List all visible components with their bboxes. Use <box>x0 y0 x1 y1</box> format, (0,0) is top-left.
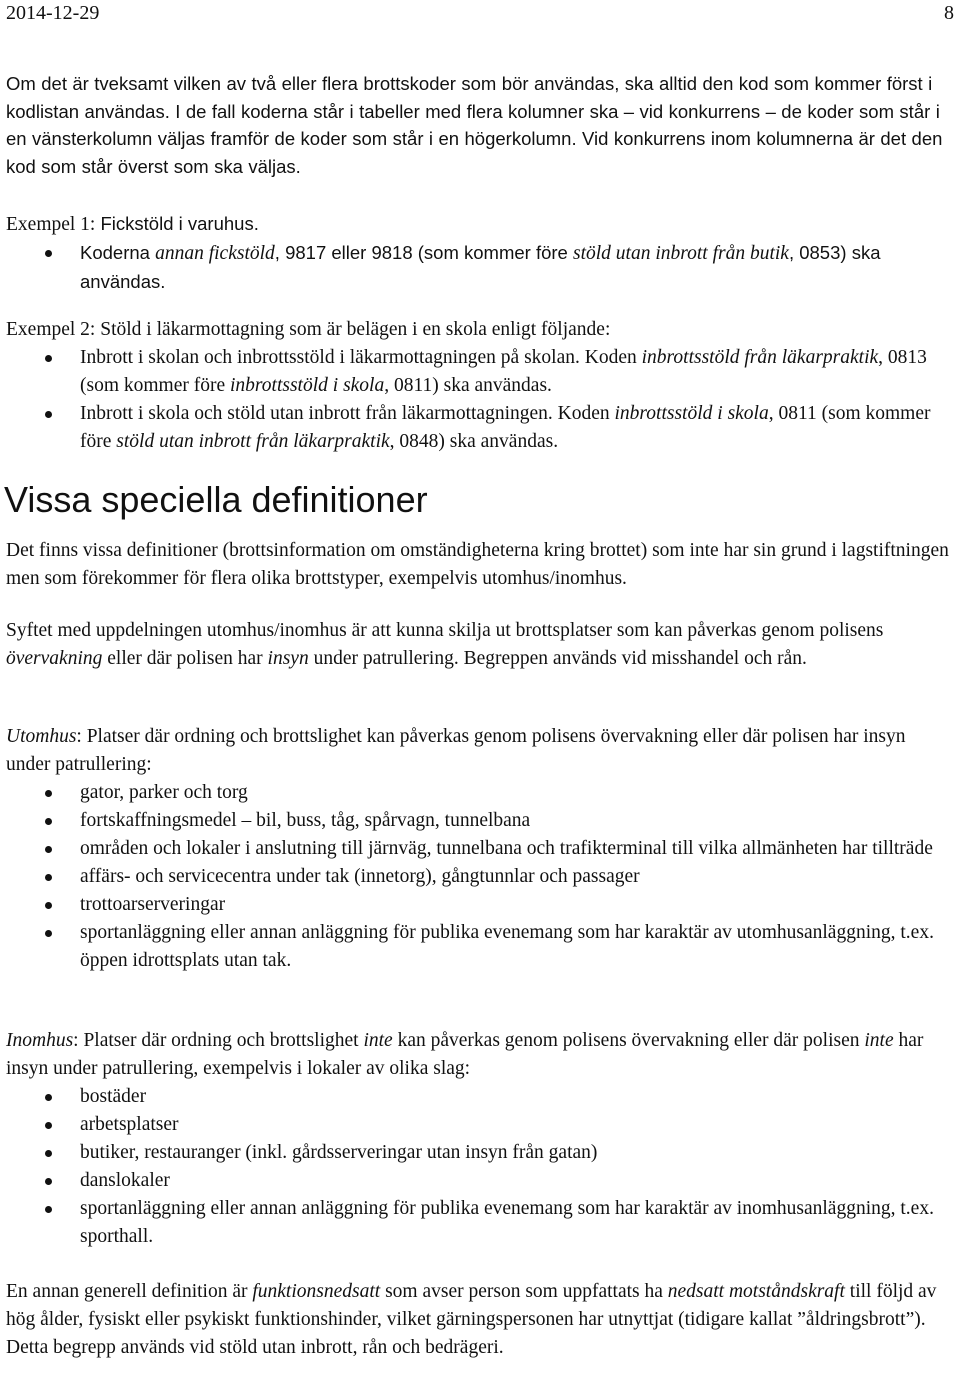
utomhus-section <box>6 723 952 975</box>
list-item: sportanläggning eller annan anläggning för publika evenemang som har karaktär av utomhusanläggning, t.ex. öppen idrottsplats utan tak. <box>6 919 952 975</box>
list-item: affärs- och servicecentra under tak (innetorg), gångtunnlar och passager <box>6 863 952 891</box>
example-2-heading <box>6 316 952 344</box>
list-item: butiker, restauranger (inkl. gårdsserveringar utan insyn från gatan) <box>6 1139 952 1167</box>
intro-text: Om det är tveksamt vilken av två eller flera brottskoder som bör användas, ska alltid den kod som kommer först i kodlistan användas. I de fall koderna står i tabeller med flera kolumner ska – vid konkurrens – de koder som står i en vänsterkolumn väljas framför de koder som står i en högerkolumn. <box>6 73 940 149</box>
purpose-paragraph: Syftet med uppdelningen utomhus/inomhus är att kunna skilja ut brottsplatser som kan påverkas genom polisens övervakning eller där polisen har insyn under patrullering. Begreppen används vid misshandel och rån. <box>6 620 884 669</box>
utomhus-definition: Utomhus: Platser där ordning och brottslighet kan påverkas genom polisens övervakning eller där polisen har insyn under patrullering: <box>6 726 906 775</box>
utomhus-list <box>6 779 952 975</box>
example-1-title: Fickstöld i varuhus. <box>100 213 259 234</box>
closing-paragraph: En annan generell definition är funktionsnedsatt som avser person som uppfattats ha nedsatt motståndskraft till följd av hög ålder, fysiskt eller psykiskt funktionshinder, vilket gärningspersonen har utnyttjat (tidigare kallat ”åldringsbrott”). Detta begrepp används vid stöld utan inbrott, rån och bedrägeri. <box>6 1281 937 1358</box>
utomhus-term: Utomhus <box>6 726 77 747</box>
inomhus-section <box>6 1027 952 1251</box>
example-2-list <box>6 344 952 456</box>
example-2-title: Stöld i läkarmottagning som är belägen i en skola enligt följande: <box>100 319 611 340</box>
list-item: fortskaffningsmedel – bil, buss, tåg, spårvagn, tunnelbana <box>6 807 952 835</box>
example-2 <box>6 316 952 456</box>
list-item: arbetsplatser <box>6 1111 952 1139</box>
intro-text-emphasis: Vid konkurrens inom kolumnerna är det den kod som står överst som ska väljas. <box>6 128 943 177</box>
example-1 <box>6 210 952 296</box>
definitions-paragraph: Det finns vissa definitioner (brottsinformation om omständigheterna kring brottet) som inte har sin grund i lagstiftningen men som förekommer för flera olika brottstyper, exempelvis utomhus/inomhus. <box>6 540 949 589</box>
list-item: bostäder <box>6 1083 952 1111</box>
list-item: Koderna annan fickstöld, 9817 eller 9818 (som kommer före stöld utan inbrott från butik, 0853) ska användas. <box>6 239 952 296</box>
inomhus-list <box>6 1083 952 1251</box>
example-2-label: Exempel 2: <box>6 319 96 340</box>
header-date: 2014-12-29 <box>6 2 100 24</box>
intro-paragraph <box>6 70 952 180</box>
list-item: Inbrott i skola och stöld utan inbrott från läkarmottagningen. Koden inbrottsstöld i skola, 0811 (som kommer före stöld utan inbrott från läkarpraktik, 0848) ska användas. <box>6 400 952 456</box>
inomhus-definition: Inomhus: Platser där ordning och brottslighet inte kan påverkas genom polisens övervakning eller där polisen inte har insyn under patrullering, exempelvis i lokaler av olika slag: <box>6 1030 924 1079</box>
example-1-heading <box>6 210 952 239</box>
list-item: gator, parker och torg <box>6 779 952 807</box>
list-item: trottoarserveringar <box>6 891 952 919</box>
list-item: Inbrott i skolan och inbrottsstöld i läkarmottagningen på skolan. Koden inbrottsstöld från läkarpraktik, 0813 (som kommer före inbrottsstöld i skola, 0811) ska användas. <box>6 344 952 400</box>
example-1-label: Exempel 1: <box>6 214 96 235</box>
example-1-list <box>6 239 952 296</box>
list-item: sportanläggning eller annan anläggning för publika evenemang som har karaktär av inomhusanläggning, t.ex. sporthall. <box>6 1195 952 1251</box>
page-number: 8 <box>944 2 954 24</box>
list-item: danslokaler <box>6 1167 952 1195</box>
list-item: områden och lokaler i anslutning till järnväg, tunnelbana och trafikterminal till vilka allmänheten har tillträde <box>6 835 952 863</box>
section-heading: Vissa speciella definitioner <box>4 479 428 520</box>
inomhus-term: Inomhus <box>6 1030 74 1051</box>
